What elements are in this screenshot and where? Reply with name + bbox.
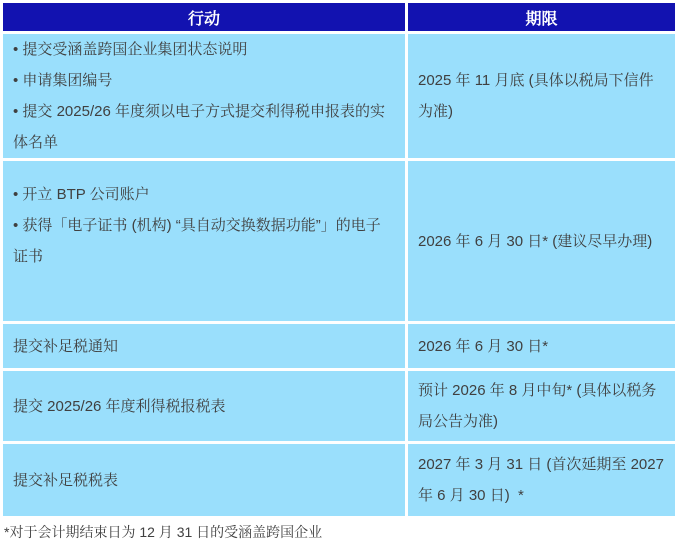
action-line: • 开立 BTP 公司账户 bbox=[13, 186, 150, 203]
table-row bbox=[3, 371, 675, 441]
action-line: • 提交受涵盖跨国企业集团状态说明 bbox=[13, 41, 248, 58]
deadline-text: 2026 年 6 月 30 日* bbox=[418, 337, 549, 355]
table-row bbox=[3, 161, 675, 321]
action-line: • 获得「电子证书 (机构) “具自动交换数据功能”」的电子证书 bbox=[13, 217, 381, 265]
action-cell bbox=[3, 444, 405, 516]
table-row bbox=[3, 34, 675, 158]
action-cell bbox=[3, 34, 405, 158]
deadline-cell bbox=[408, 444, 675, 516]
table-row bbox=[3, 444, 675, 516]
deadline-cell bbox=[408, 161, 675, 321]
header-action: 行动 bbox=[3, 3, 405, 31]
deadline-text: 2027 年 3 月 31 日 (首次延期至 2027 年 6 月 30 日) * bbox=[418, 456, 664, 504]
deadline-text: 2025 年 11 月底 (具体以税局下信件为准) bbox=[418, 72, 654, 120]
action-line: • 提交 2025/26 年度须以电子方式提交利得税申报表的实体名单 bbox=[13, 103, 385, 151]
deadline-cell bbox=[408, 34, 675, 158]
action-cell bbox=[3, 161, 405, 321]
deadline-text: 2026 年 6 月 30 日* (建议尽早办理) bbox=[418, 232, 653, 250]
table-row bbox=[3, 324, 675, 368]
action-line: 提交补足税税表 bbox=[13, 471, 119, 489]
action-cell bbox=[3, 324, 405, 368]
deadline-cell bbox=[408, 371, 675, 441]
action-line: 提交补足税通知 bbox=[13, 337, 119, 355]
deadline-cell bbox=[408, 324, 675, 368]
action-line: 提交 2025/26 年度利得税报税表 bbox=[13, 397, 226, 415]
action-line: • 申请集团编号 bbox=[13, 72, 113, 89]
header-row bbox=[3, 3, 675, 31]
footnote: *对于会计期结束日为 12 月 31 日的受涵盖跨国企业 bbox=[4, 524, 323, 540]
deadline-text: 预计 2026 年 8 月中旬* (具体以税务局公告为准) bbox=[418, 382, 657, 430]
header-deadline: 期限 bbox=[408, 3, 675, 31]
action-cell bbox=[3, 371, 405, 441]
